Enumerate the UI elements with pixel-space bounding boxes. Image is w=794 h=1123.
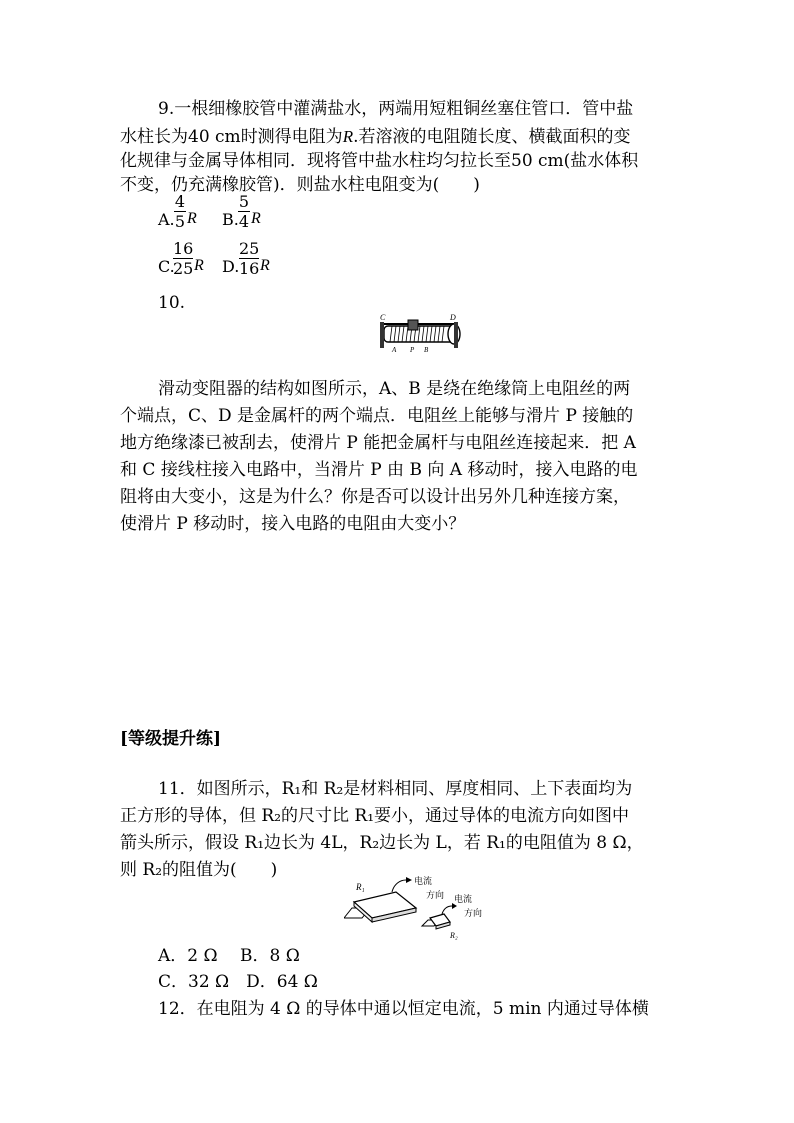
conductors-figure [344,874,494,944]
q11-line-3: 箭头所示，假设 R₁边长为 4L，R₂边长为 L，若 R₁的电阻值为 8 Ω， [120,833,644,853]
option-d-letter: D. [222,257,240,276]
q9-text: .若溶液的电阻随长度、横截面积的变 [353,127,631,147]
q9-line-2 [120,124,630,150]
section-heading: [等级提升练] [120,729,222,749]
label-c: C [380,313,386,322]
current-label-1a: 电流 [414,877,433,887]
current-label-2b: 方向 [464,909,483,919]
option-a-var: R [187,210,197,227]
q10-line-3: 地方绝缘漆已被刮去，使滑片 P 能把金属杆与电阻丝连接起来．把 A [120,433,636,453]
fraction-denominator: 5 [174,212,186,231]
fraction-numerator: 4 [174,192,186,211]
fraction-numerator: 25 [239,239,260,258]
q10-number: 10. [158,293,186,313]
rheostat-figure [370,310,466,358]
fraction-numerator: 5 [238,192,250,211]
label-r2: R₂ [450,931,458,940]
q12-line-1: 12．在电阻为 4 Ω 的导体中通以恒定电流，5 min 内通过导体横 [158,999,649,1019]
option-b-letter: B. [222,210,239,229]
fraction-denominator: 4 [238,212,250,231]
current-label-1b: 方向 [426,891,445,901]
option-d-var: R [260,257,270,274]
q9-text: 水柱长为 [120,127,188,147]
fraction-denominator: 25 [173,259,194,278]
option-c-letter: C. [158,257,175,276]
q9-var-r: R [342,127,354,146]
q11-options-1: A．2 Ω B．8 Ω [158,946,300,966]
option-a-letter: A. [158,210,175,229]
q9-text: 时测得电阻为 [240,127,343,147]
q10-line-2: 个端点，C、D 是金属杆的两个端点．电阻丝上能够与滑片 P 接触的 [120,406,634,426]
label-a: A [392,346,397,354]
fraction-denominator: 16 [239,259,260,278]
option-d-fraction [239,240,259,277]
q10-line-1: 滑动变阻器的结构如图所示，A、B 是绕在绝缘筒上电阻丝的两 [158,379,631,399]
q9-length: 40 cm [188,127,241,147]
option-c-fraction [173,240,193,277]
label-b: B [424,346,429,354]
q11-options-2: C．32 Ω D．64 Ω [158,972,318,992]
q10-line-4: 和 C 接线柱接入电路中，当滑片 P 由 B 向 A 移动时，接入电路的电 [120,460,638,480]
q9-line-1: 9.一根细橡胶管中灌满盐水，两端用短粗铜丝塞住管口．管中盐 [158,99,634,119]
q11-line-2: 正方形的导体，但 R₂的尺寸比 R₁要小，通过导体的电流方向如图中 [120,806,630,826]
q9-line-3: 化规律与金属导体相同．现将管中盐水柱均匀拉长至50 cm(盐水体积 [120,151,639,171]
label-d: D [450,313,456,322]
label-p: P [410,346,415,354]
q10-line-6: 使滑片 P 移动时，接入电路的电阻由大变小？ [120,514,466,534]
q11-line-4: 则 R₂的阻值为( ) [120,860,278,880]
option-b-var: R [251,210,261,227]
q10-line-5: 阻将由大变小，这是为什么？你是否可以设计出另外几种连接方案， [120,487,630,507]
option-a-fraction [174,193,186,230]
option-c-var: R [194,257,204,274]
q11-line-1: 11．如图所示，R₁和 R₂是材料相同、厚度相同、上下表面均为 [158,779,633,799]
label-r1: R₁ [356,882,365,892]
current-label-2a: 电流 [454,895,473,905]
q9-line-4: 不变，仍充满橡胶管)．则盐水柱电阻变为( ) [120,175,480,195]
fraction-numerator: 16 [173,239,194,258]
option-b-fraction [238,193,250,230]
